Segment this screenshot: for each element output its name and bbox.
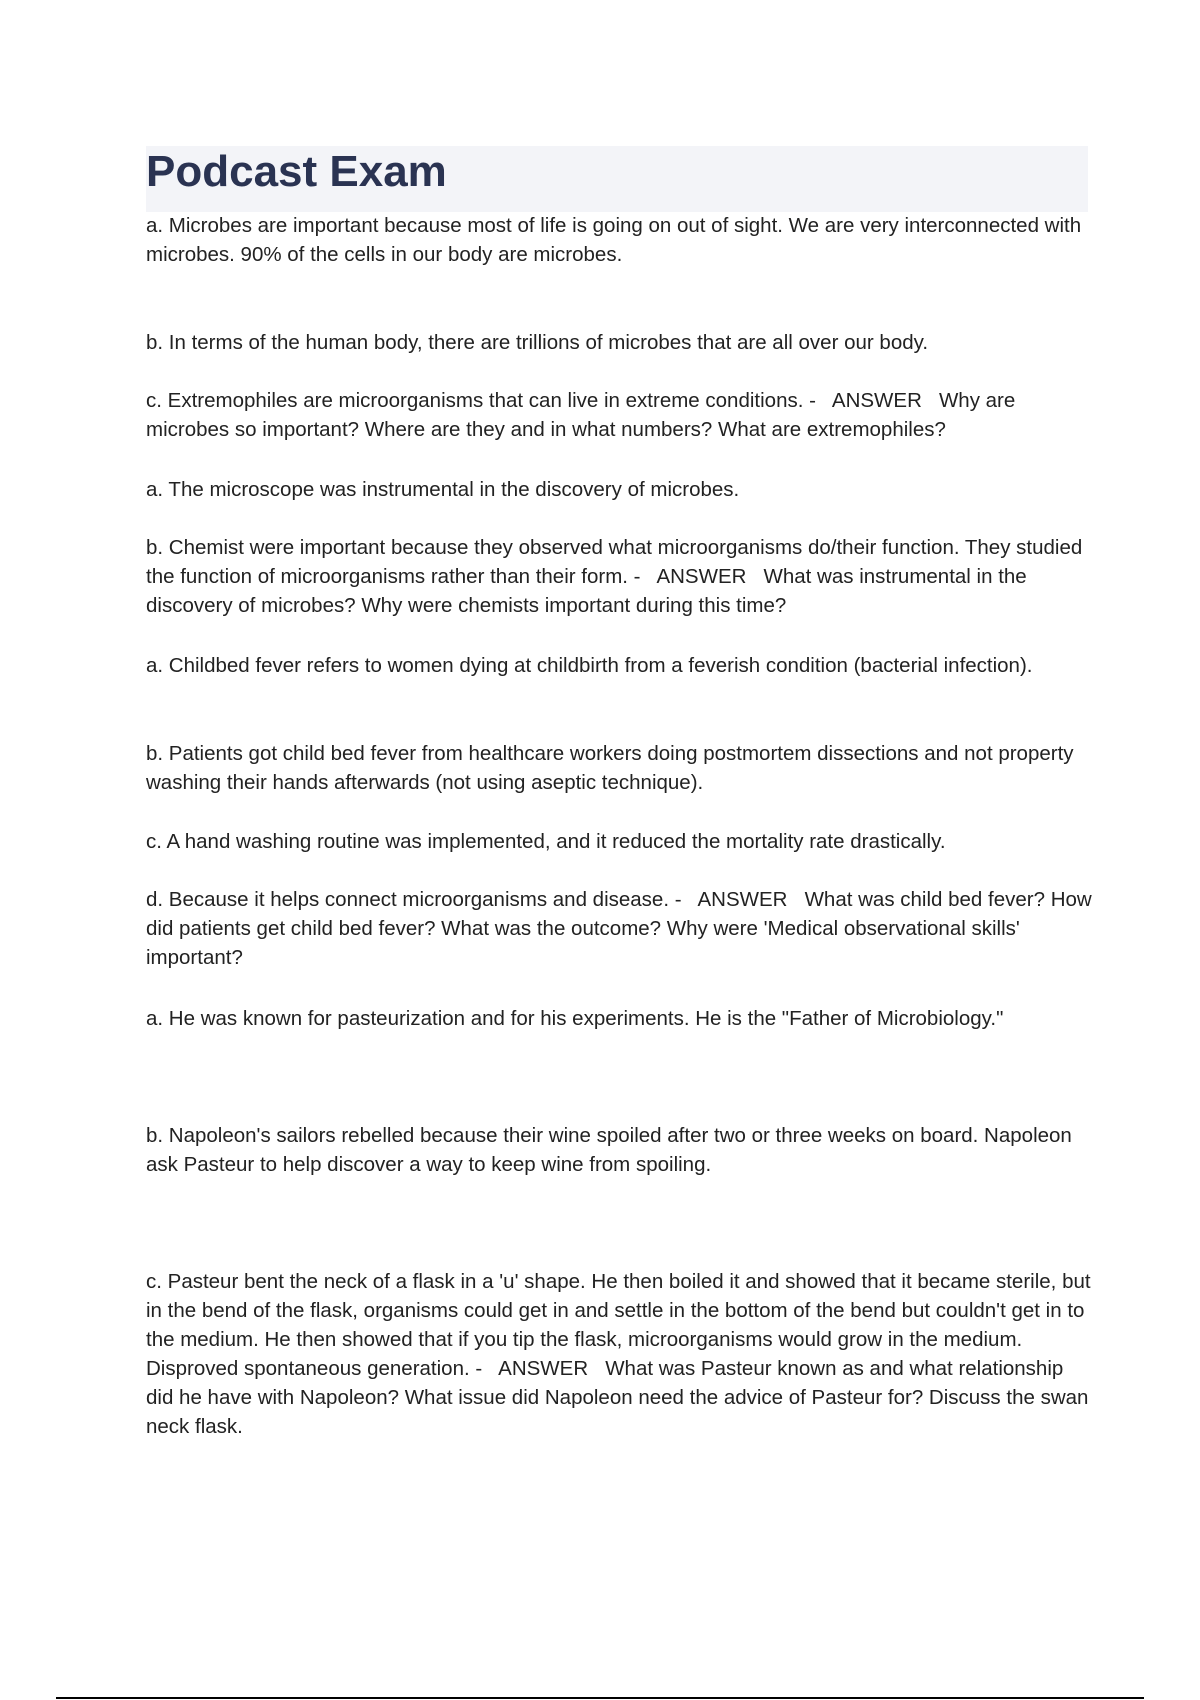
paragraph-chemists-answer: b. Chemist were important because they observed what microorganisms do/their function. They studied the function of microorganisms rather than their form. - ANSWER What was instrumental in the discovery of microbes? Why were chemists important during this time? (146, 536, 1088, 617)
paragraph-napoleon-wine: b. Napoleon's sailors rebelled because their wine spoiled after two or three weeks on board. Napoleon ask Pasteur to help discover a way to keep wine from spoiling. (146, 1124, 1078, 1176)
paragraph-medical-observation-answer: d. Because it helps connect microorganisms and disease. - ANSWER What was child bed fever? How did patients get child bed fever? What was the outcome? Why were 'Medical observational skills' important? (146, 888, 1098, 969)
footer-rule (56, 1697, 1144, 1699)
paragraph-extremophiles-answer: c. Extremophiles are microorganisms that can live in extreme conditions. - ANSWER Why are microbes so important? Where are they and in what numbers? What are extremophiles? (146, 389, 1021, 441)
paragraph-childbed-fever: a. Childbed fever refers to women dying at childbirth from a feverish condition (bacterial infection). (146, 654, 1033, 677)
paragraph-microscope: a. The microscope was instrumental in the discovery of microbes. (146, 478, 740, 501)
paragraph-pasteur-known-for: a. He was known for pasteurization and for his experiments. He is the "Father of Microbiology." (146, 1007, 1004, 1030)
paragraph-hand-washing: c. A hand washing routine was implemented, and it reduced the mortality rate drastically. (146, 830, 946, 853)
paragraph-patients-fever: b. Patients got child bed fever from healthcare workers doing postmortem dissections and not property washing their hands afterwards (not using aseptic technique). (146, 742, 1080, 794)
page-title: Podcast Exam (146, 147, 447, 196)
paragraph-swan-neck-answer: c. Pasteur bent the neck of a flask in a 'u' shape. He then boiled it and showed that it became sterile, but in the bend of the flask, organisms could get in and settle in the bottom of the bend but couldn't get in to the medium. He then showed that if you tip the flask, microorganisms would grow in the medium. Disproved spontaneous generation. - ANSWER What was Pasteur known as and what relationship did he have with Napoleon? What issue did Napoleon need the advice of Pasteur for? Discuss the swan neck flask. (146, 1270, 1097, 1438)
paragraph-microbes-importance: a. Microbes are important because most of life is going on out of sight. We are very interconnected with microbes. 90% of the cells in our body are microbes. (146, 214, 1087, 266)
paragraph-microbes-body: b. In terms of the human body, there are trillions of microbes that are all over our body. (146, 331, 929, 354)
